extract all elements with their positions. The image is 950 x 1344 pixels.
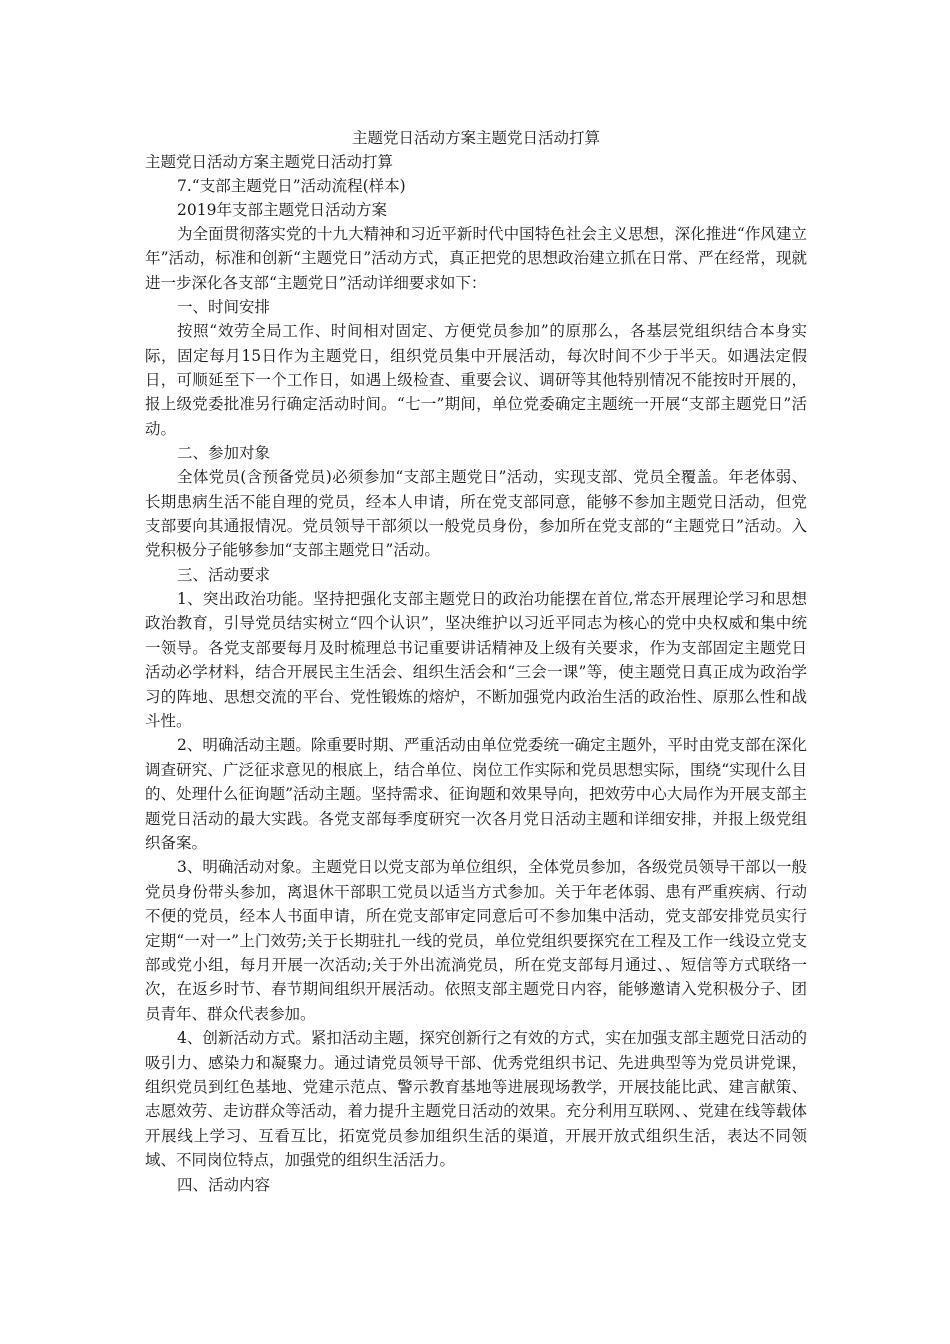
flow-label: 7.“支部主题党日”活动流程(样本) — [177, 177, 406, 195]
intro-paragraph: 为全面贯彻落实党的十九大精神和习近平新时代中国特色社会主义思想，深化推进“作风建立年”活动，标准和创新“主题党日”活动方式，真正把党的思想政治建立抓在日常、严在经常，现就进一步深化各支部“主题党日”活动详细要求如下： — [145, 225, 807, 292]
section-paragraph-participants: 全体党员(含预备党员)必须参加“支部主题党日”活动，实现支部、党员全覆盖。年老体弱、长期患病生活不能自理的党员，经本人申请，所在党支部同意，能够不参加主题党日活动，但党支部要向其通报情况。党员领导干部须以一般党员身份，参加所在党支部的“主题党日”活动。入党积极分子能够参加“支部主题党日”活动。 — [145, 468, 807, 560]
document-page — [145, 126, 807, 1197]
requirement-paragraph-4: 4、创新活动方式。紧扣活动主题，探究创新行之有效的方式，实在加强支部主题党日活动的吸引力、感染力和凝聚力。通过请党员领导干部、优秀党组织书记、先进典型等为党员讲党课，组织党员到红色基地、党建示范点、警示教育基地等进展现场教学，开展技能比武、建言献策、志愿效劳、走访群众等活动，着力提升主题党日活动的效果。充分利用互联网、、党建在线等载体开展线上学习、互看互比，拓宽党员参加组织生活的渠道，开展开放式组织生活，表达不同领域、不同岗位特点，加强党的组织生活活力。 — [145, 1029, 807, 1170]
section-heading-content: 四、活动内容 — [177, 1175, 271, 1194]
plan-title: 2019年支部主题党日活动方案 — [177, 201, 387, 219]
section-heading-time: 一、时间安排 — [177, 298, 271, 317]
requirement-paragraph-1: 1、突出政治功能。坚持把强化支部主题党日的政治功能摆在首位,常态开展理论学习和思想政治教育，引导党员结实树立“四个认识”，坚决维护以习近平同志为核心的党中央权威和集中统一领导。各党支部要每月及时梳理总书记重要讲话精神及上级有关要求，作为支部固定主题党日活动必学材料，结合开展民主生活会、组织生活会和“三会一课”等，使主题党日真正成为政治学习的阵地、思想交流的平台、党性锻炼的熔炉，不断加强党内政治生活的政治性、原那么性和战斗性。 — [145, 589, 807, 730]
document-subtitle: 主题党日活动方案主题党日活动打算 — [145, 153, 394, 171]
section-heading-requirements: 三、活动要求 — [177, 565, 271, 584]
section-heading-participants: 二、参加对象 — [177, 444, 271, 463]
requirement-paragraph-2: 2、明确活动主题。除重要时期、严重活动由单位党委统一确定主题外，平时由党支部在深化调查研究、广泛征求意见的根底上，结合单位、岗位工作实际和党员思想实际，围绕“实现什么目的、处理什么征询题”活动主题。坚持需求、征询题和效果导向，把效劳中心大局作为开展支部主题党日活动的最大实践。各党支部每季度研究一次各月党日活动主题和详细安排，并报上级党组织备案。 — [145, 736, 807, 852]
section-paragraph-time: 按照“效劳全局工作、时间相对固定、方便党员参加”的原那么，各基层党组织结合本身实际，固定每月15日作为主题党日，组织党员集中开展活动，每次时间不少于半天。如遇法定假日，可顺延至下一个工作日，如遇上级检查、重要会议、调研等其他特别情况不能按时开展的，报上级党委批准另行确定活动时间。“七一”期间，单位党委确定主题统一开展“支部主题党日”活动。 — [145, 322, 807, 438]
document-title: 主题党日活动方案主题党日活动打算 — [351, 129, 600, 147]
requirement-paragraph-3: 3、明确活动对象。主题党日以党支部为单位组织，全体党员参加，各级党员领导干部以一般党员身份带头参加，离退休干部职工党员以适当方式参加。关于年老体弱、患有严重疾病、行动不便的党员，经本人书面申请，所在党支部审定同意后可不参加集中活动，党支部安排党员实行定期“一对一”上门效劳;关于长期驻扎一线的党员，单位党组织要探究在工程及工作一线设立党支部或党小组，每月开展一次活动;关于外出流淌党员，所在党支部每月通过、、短信等方式联络一次，在返乡时节、春节期间组织开展活动。依照支部主题党日内容，能够邀请入党积极分子、团员青年、群众代表参加。 — [145, 858, 807, 1023]
